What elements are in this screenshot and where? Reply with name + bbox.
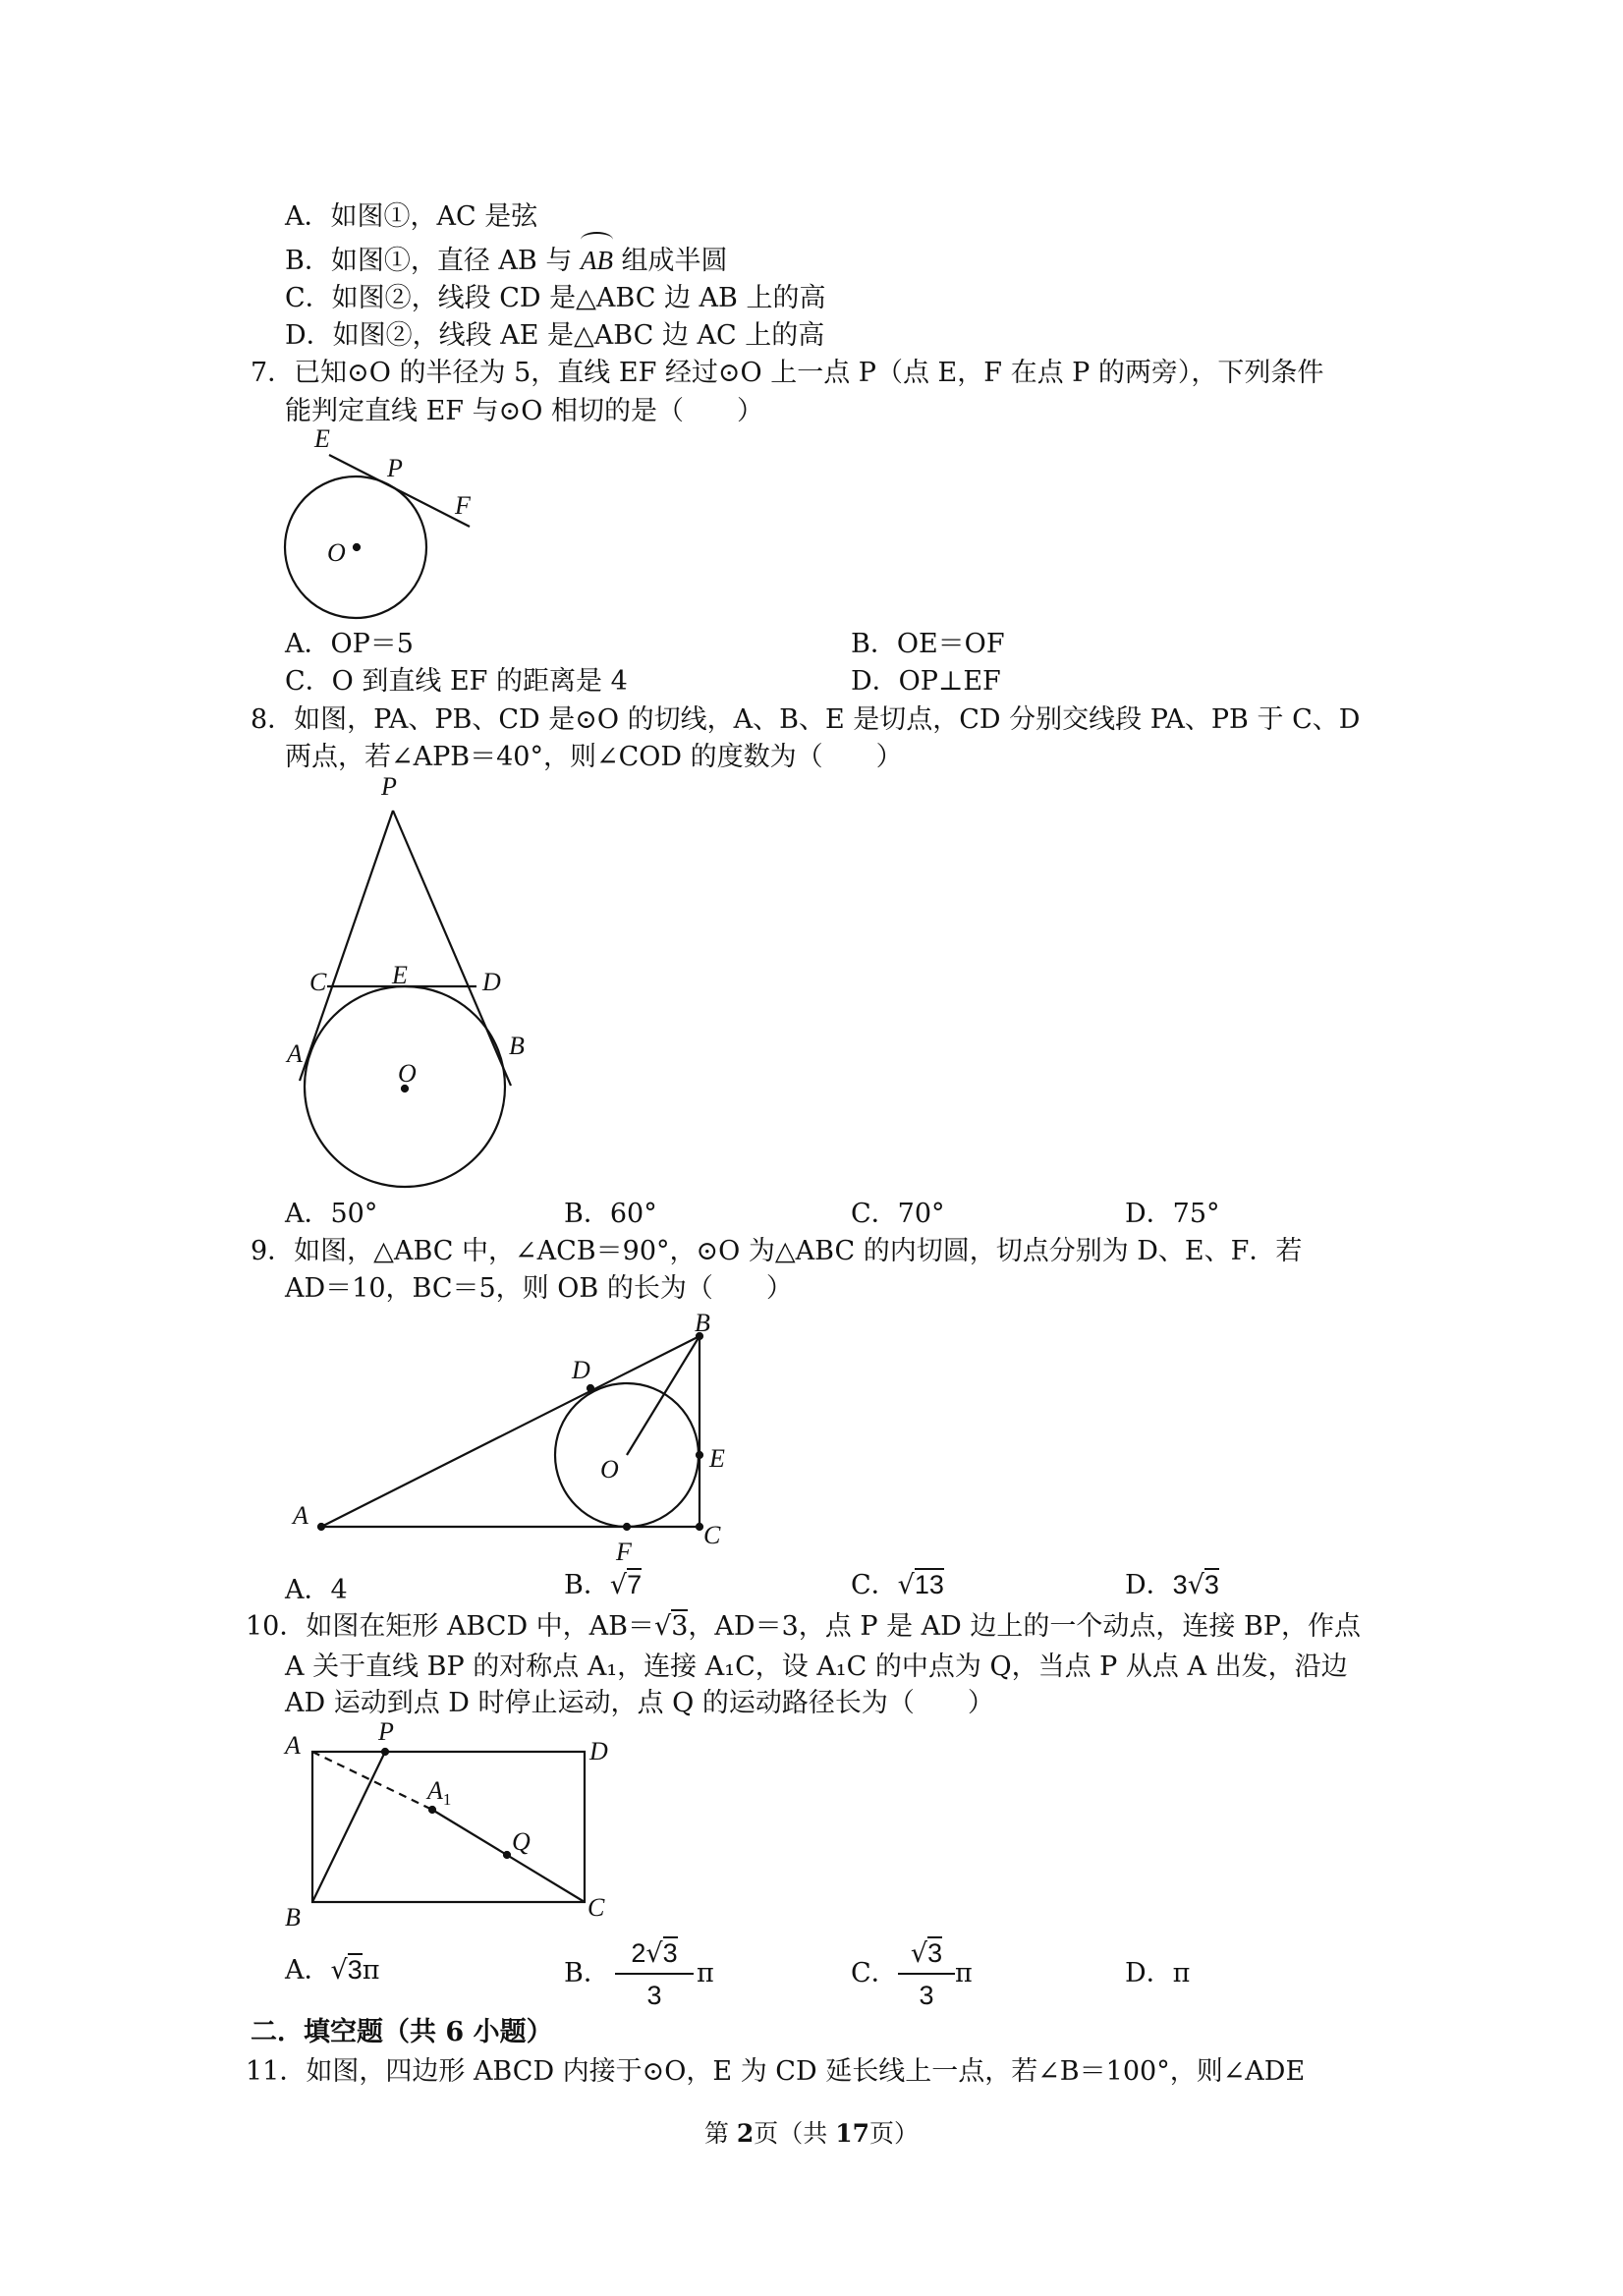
q9-side-ab [321, 1336, 700, 1527]
page-footer [0, 2114, 1623, 2150]
q7-option-d: D．OP⊥EF [851, 666, 1001, 697]
q8-option-b: B．60° [564, 1199, 657, 1229]
footer-mid: 页（共 [754, 2119, 836, 2148]
q6-option-b-pre: B．如图①，直径 AB 与 [285, 246, 573, 276]
q6-option-b-arc-text: AB [580, 246, 613, 275]
q8-line-pa [300, 811, 393, 1081]
q10-option-a-radicand: 3 [347, 1955, 363, 1985]
q10-option-a-pi: π [362, 1955, 380, 1986]
q9-option-b [564, 1572, 642, 1598]
q10-segment-aa1-dashed [312, 1752, 432, 1810]
sqrt-sign: √ [609, 1570, 628, 1600]
q7-figure [285, 455, 470, 618]
q8-option-c: C．70° [851, 1199, 945, 1229]
q8-label-d: D [482, 968, 501, 996]
footer-post: 页） [869, 2119, 920, 2148]
q10-figure [312, 1749, 585, 1902]
q9-label-o: O [600, 1455, 619, 1484]
q9-option-a-label: A． [285, 1575, 331, 1605]
q7-stem-line1: 7．已知⊙O 的半径为 5，直线 EF 经过⊙O 上一点 P（点 E，F 在点 P 的两旁），下列条件 [251, 358, 1324, 388]
q6-option-a: A．如图①，AC 是弦 [285, 201, 538, 232]
footer-total-pages: 17 [835, 2119, 870, 2148]
q10-segment-bp [312, 1752, 385, 1902]
q9-label-c: C [703, 1521, 721, 1549]
q7-label-p: P [387, 454, 403, 482]
q9-label-b: B [695, 1309, 710, 1337]
q9-point-e [697, 1452, 702, 1458]
q8-option-d: D．75° [1125, 1199, 1220, 1229]
q10-label-d: D [589, 1737, 608, 1765]
q7-label-o: O [327, 538, 346, 567]
footer-pre: 第 [703, 2119, 737, 2148]
q10-line1-radicand: 3 [671, 1611, 689, 1642]
q10-option-b-pi: π [697, 1958, 714, 1988]
q9-option-a-value: 4 [330, 1575, 348, 1605]
q10-label-p: P [378, 1717, 394, 1746]
q10-rectangle [312, 1752, 585, 1902]
q9-option-c-label: C． [851, 1570, 898, 1600]
q10-option-b-fraction-bar [615, 1973, 694, 1975]
sqrt-sign: √ [645, 1938, 663, 1969]
q8-label-e: E [392, 961, 408, 989]
q9-stem-line1: 9．如图，△ABC 中，∠ACB＝90°，⊙O 为△ABC 的内切圆，切点分别为 D、E、F．若 [251, 1236, 1303, 1266]
q6-option-b-post: 组成半圆 [621, 246, 728, 276]
q10-stem-line2: A 关于直线 BP 的对称点 A₁，连接 A₁C，设 A₁C 的中点为 Q，当点 P 从点 A 出发，沿边 [285, 1652, 1348, 1682]
q7-label-f: F [455, 491, 471, 520]
q9-label-a: A [293, 1501, 308, 1530]
q9-option-d-label: D． [1125, 1570, 1173, 1600]
footer-page-number: 2 [736, 2119, 755, 2148]
q10-label-q: Q [512, 1827, 531, 1856]
q6-option-c: C．如图②，线段 CD 是△ABC 边 AB 上的高 [285, 283, 826, 313]
q10-option-c [851, 1960, 898, 1987]
q10-label-c: C [588, 1893, 605, 1922]
q9-point-d [588, 1385, 593, 1391]
q8-label-b: B [509, 1032, 525, 1060]
sqrt-sign: √ [897, 1570, 915, 1600]
q10-label-a: A [285, 1731, 301, 1760]
q8-label-p: P [381, 772, 397, 801]
q7-label-e: E [314, 424, 330, 453]
q10-label-b: B [285, 1903, 301, 1932]
q10-option-d: D．π [1125, 1958, 1191, 1988]
q9-point-a [318, 1524, 324, 1530]
q7-option-a: A．OP＝5 [285, 629, 414, 659]
q8-label-a: A [287, 1039, 303, 1068]
q10-option-a-label: A． [285, 1955, 331, 1986]
q10-option-c-num-radicand: 3 [927, 1938, 943, 1968]
q10-line1-post: ，AD＝3，点 P 是 AD 边上的一个动点，连接 BP，作点 [688, 1611, 1361, 1642]
q10-label-a1 [427, 1776, 451, 1810]
q10-option-b-label: B． [564, 1958, 610, 1988]
q10-point-q [504, 1852, 510, 1858]
q8-stem-line2: 两点，若∠APB＝40°，则∠COD 的度数为（ ） [285, 742, 903, 772]
q9-option-d [1125, 1572, 1219, 1598]
q10-stem-line1 [246, 1613, 1361, 1640]
q9-point-c [697, 1524, 702, 1530]
q9-figure [318, 1333, 702, 1530]
q6-option-d: D．如图②，线段 AE 是△ABC 边 AC 上的高 [285, 320, 825, 351]
q10-label-a1-letter: A [427, 1776, 443, 1805]
q10-stem-line3: AD 运动到点 D 时停止运动，点 Q 的运动路径长为（ ） [285, 1688, 994, 1718]
q9-label-d: D [572, 1356, 590, 1384]
q9-option-b-radicand: 7 [627, 1570, 643, 1599]
q7-option-b: B．OE＝OF [851, 629, 1005, 659]
q11-stem-line1: 11．如图，四边形 ABCD 内接于⊙O，E 为 CD 延长线上一点，若∠B＝100°，则∠ADE [246, 2056, 1306, 2087]
q7-center-dot [354, 544, 360, 550]
q9-option-d-radicand: 3 [1203, 1570, 1219, 1599]
sqrt-sign: √ [654, 1611, 672, 1642]
q7-option-c: C．O 到直线 EF 的距离是 4 [285, 666, 628, 697]
q9-option-b-label: B． [564, 1570, 610, 1600]
q9-option-d-coef: 3 [1172, 1570, 1188, 1599]
q9-stem-line2: AD＝10，BC＝5，则 OB 的长为（ ） [285, 1273, 793, 1304]
sqrt-sign: √ [910, 1938, 928, 1969]
q10-option-b-denominator: 3 [646, 1981, 662, 2010]
q10-point-p [382, 1749, 388, 1755]
q10-option-a [285, 1957, 380, 1984]
q10-option-b-num-radicand: 3 [662, 1938, 678, 1968]
q9-option-a [285, 1577, 348, 1603]
q9-option-c [851, 1572, 944, 1598]
q8-stem-line1: 8．如图，PA、PB、CD 是⊙O 的切线，A、B、E 是切点，CD 分别交线段 PA、PB 于 C、D [251, 704, 1361, 735]
q8-label-c: C [309, 968, 327, 996]
q9-point-f [624, 1524, 630, 1530]
q10-option-b-num-coef: 2 [631, 1938, 646, 1968]
q8-line-pb [393, 811, 511, 1086]
sqrt-sign: √ [1187, 1570, 1204, 1600]
q10-option-c-pi: π [955, 1958, 973, 1988]
q10-option-c-fraction-bar [898, 1973, 955, 1975]
q8-label-o: O [398, 1059, 417, 1088]
q9-option-c-radicand: 13 [914, 1570, 944, 1599]
q10-option-b-numerator [615, 1940, 694, 1967]
q10-line1-pre: 10．如图在矩形 ABCD 中，AB＝ [246, 1611, 655, 1642]
q8-figure [300, 811, 511, 1187]
q10-option-b [564, 1960, 610, 1987]
q10-option-c-denominator: 3 [919, 1981, 934, 2010]
section-heading-fill-in: 二．填空题（共 6 小题） [251, 2017, 553, 2047]
sqrt-sign: √ [330, 1955, 348, 1986]
q9-label-e: E [709, 1444, 725, 1473]
q10-option-c-label: C． [851, 1958, 898, 1988]
q7-stem-line2: 能判定直线 EF 与⊙O 相切的是（ ） [285, 396, 763, 426]
q10-option-c-numerator [898, 1940, 955, 1967]
q9-label-f: F [616, 1538, 632, 1566]
q10-label-a1-sub: 1 [442, 1790, 452, 1810]
q8-option-a: A．50° [285, 1199, 378, 1229]
